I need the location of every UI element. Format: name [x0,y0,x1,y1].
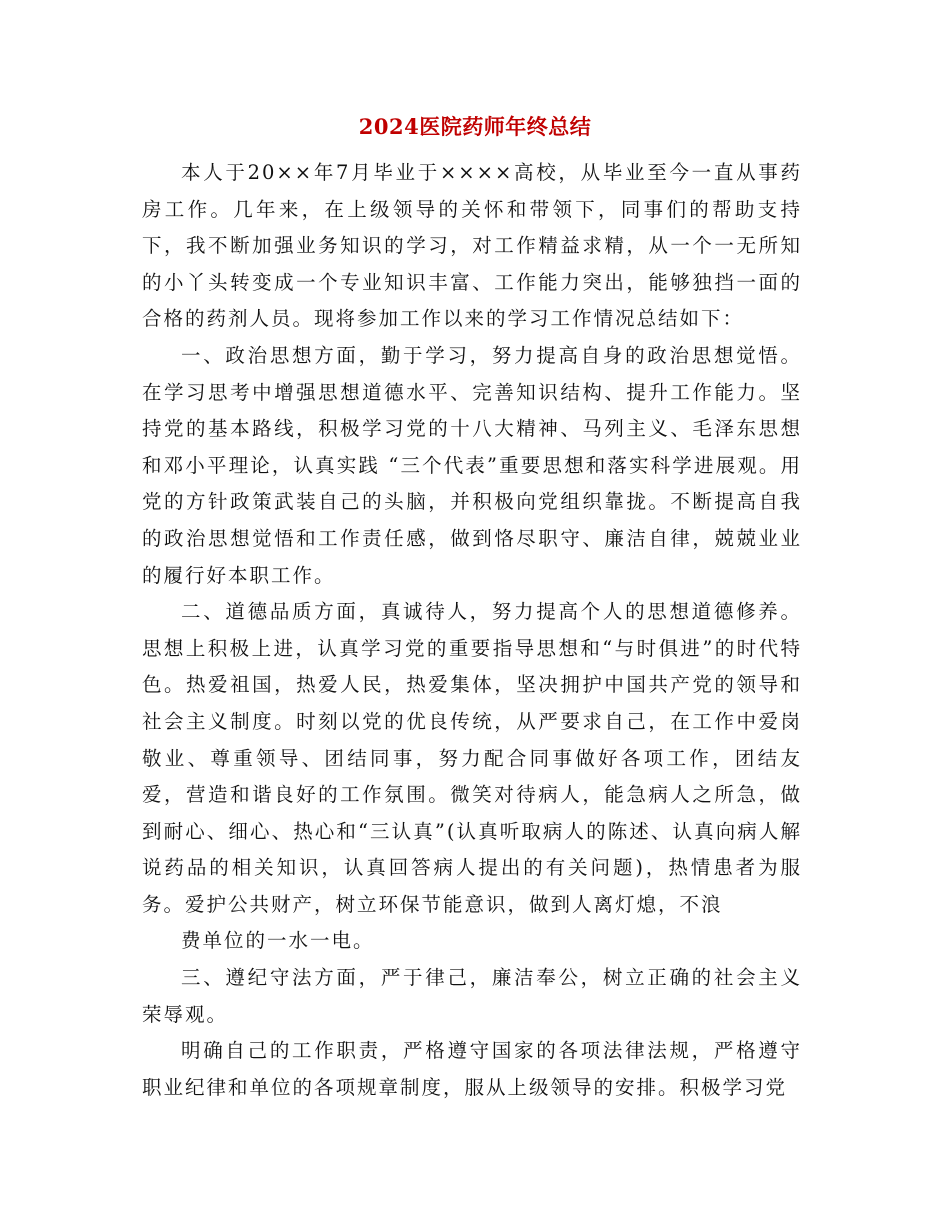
paragraph-law: 三、遵纪守法方面，严于律己，廉洁奉公，树立正确的社会主义荣辱观。 [142,966,802,1026]
document-body [142,155,802,1106]
paragraph-moral: 二、道德品质方面，真诚待人，努力提高个人的思想道德修养。思想上积极上进，认真学习党的重要指导思想和“与时俱进”的时代特色。热爱祖国，热爱人民，热爱集体，坚决拥护中国共产党的领导和社会主义制度。时刻以党的优良传统，从严要求自己，在工作中爱岗敬业、尊重领导、团结同事，努力配合同事做好各项工作，团结友爱，营造和谐良好的工作氛围。微笑对待病人，能急病人之所急，做到耐心、细心、热心和“三认真”(认真听取病人的陈述、认真向病人解说药品的相关知识，认真回答病人提出的有关问题)，热情患者为服务。爱护公共财产，树立环保节能意识，做到人离灯熄，不浪 [142,600,802,916]
paragraph-duties: 明确自己的工作职责，严格遵守国家的各项法律法规，严格遵守职业纪律和单位的各项规章制度，服从上级领导的安排。积极学习党 [142,1039,802,1099]
paragraph-moral-continued: 费单位的一水一电。 [181,929,375,953]
document-title: 2024医院药师年终总结 [358,114,592,139]
paragraph-political: 一、政治思想方面，勤于学习，努力提高自身的政治思想觉悟。在学习思考中增强思想道德水平、完善知识结构、提升工作能力。坚持党的基本路线，积极学习党的十八大精神、马列主义、毛泽东思想和邓小平理论，认真实践 “三个代表”重要思想和落实科学进展观。用党的方针政策武装自己的头脑，并积极向党组织靠拢。不断提高自我的政治思想觉悟和工作责任感，做到恪尽职守、廉洁自律，兢兢业业的履行好本职工作。 [142,343,802,587]
paragraph-intro: 本人于20××年7月毕业于××××高校，从毕业至今一直从事药房工作。几年来，在上级领导的关怀和带领下，同事们的帮助支持下，我不断加强业务知识的学习，对工作精益求精，从一个一无所知的小丫头转变成一个专业知识丰富、工作能力突出，能够独挡一面的合格的药剂人员。现将参加工作以来的学习工作情况总结如下： [142,161,802,331]
